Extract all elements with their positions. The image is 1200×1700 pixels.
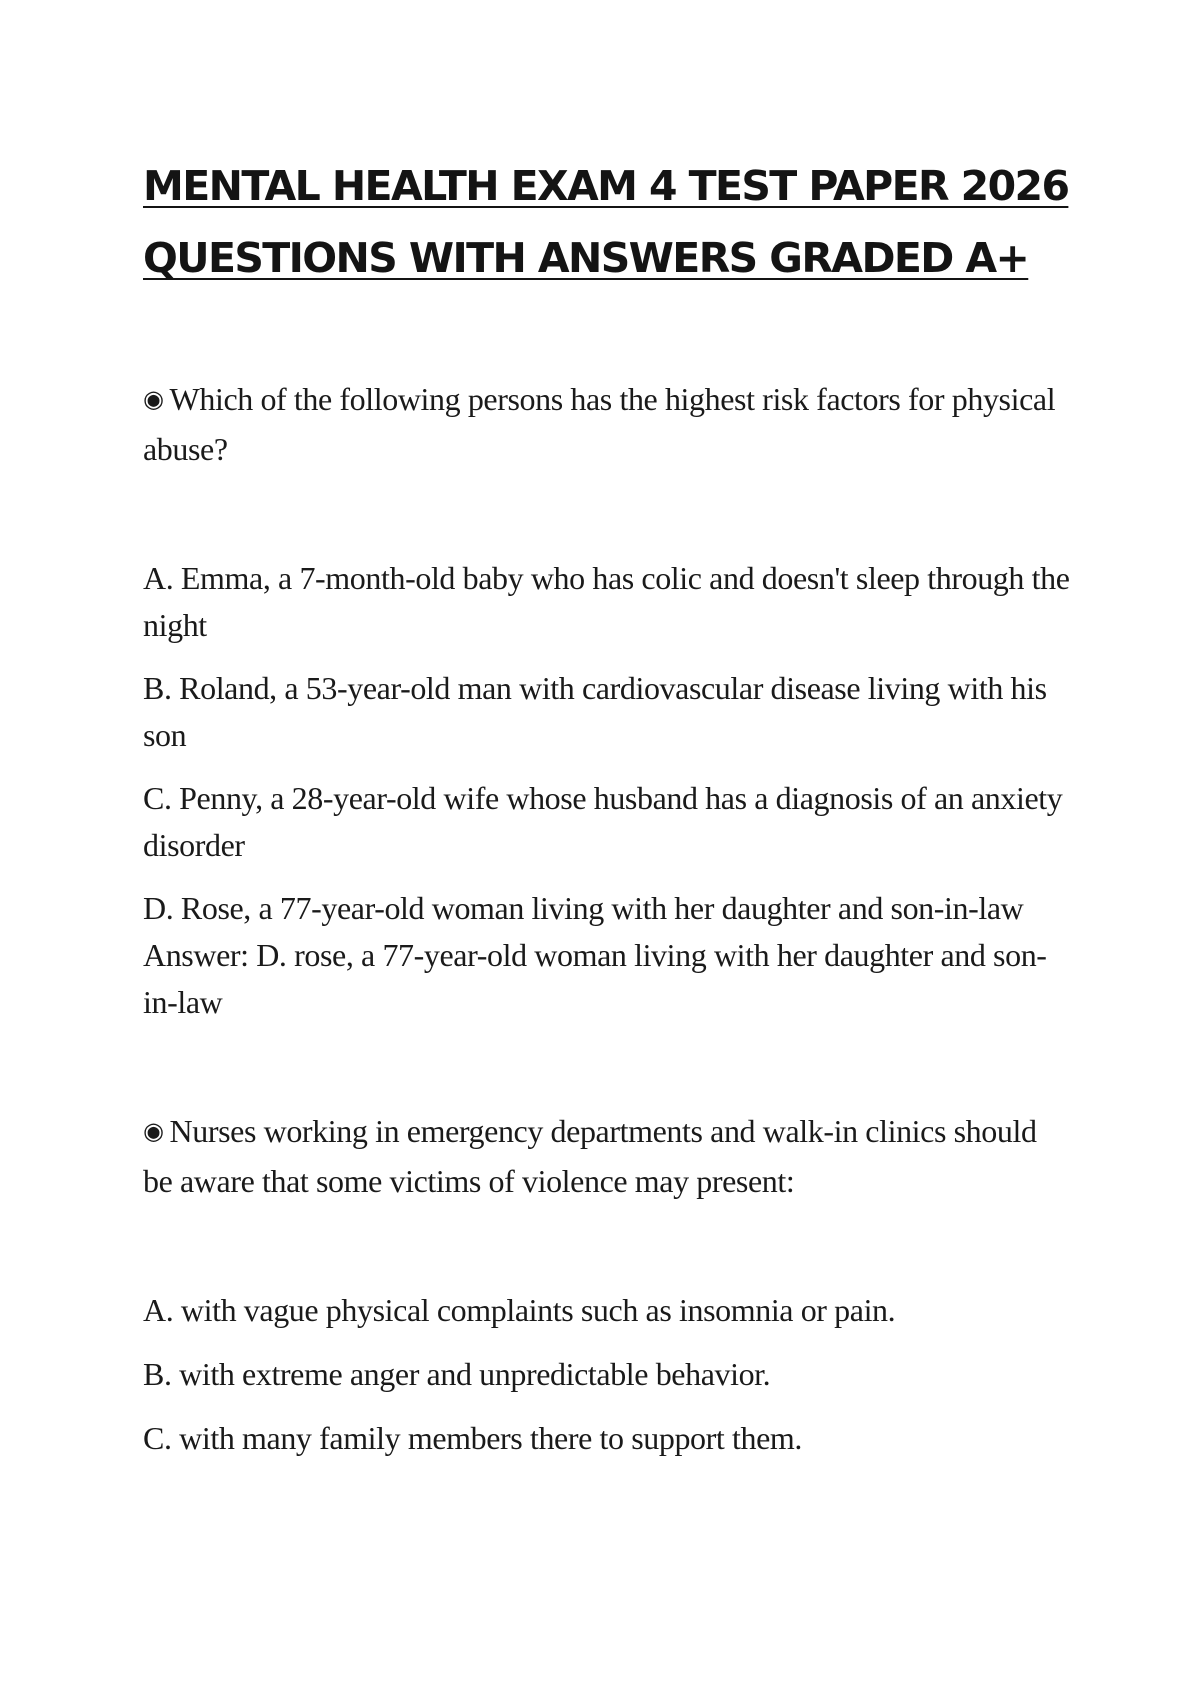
question-1-text: Which of the following persons has the highest risk factors for physical abuse? xyxy=(143,381,1056,467)
document-title xyxy=(143,150,1073,294)
option-b: B. with extreme anger and unpredictable behavior. xyxy=(143,1356,771,1392)
option-d-with-answer: D. Rose, a 77-year-old woman living with her daughter and son-in-law Answer: D. rose, a 77-year-old woman living with her daughter and son-in-law xyxy=(143,890,1047,1020)
radio-bullet-icon: ◉ xyxy=(143,385,164,413)
document-page xyxy=(143,150,1073,1479)
option-c: C. Penny, a 28-year-old wife whose husband has a diagnosis of an anxiety disorder xyxy=(143,780,1063,863)
question-1-options xyxy=(143,555,1073,1026)
question-2 xyxy=(143,1108,1073,1205)
option-c: C. with many family members there to support them. xyxy=(143,1420,802,1456)
title-line-1: MENTAL HEALTH EXAM 4 TEST PAPER 2026 xyxy=(143,162,1069,210)
title-line-2: QUESTIONS WITH ANSWERS GRADED A+ xyxy=(143,234,1029,282)
option-a: A. with vague physical complaints such as insomnia or pain. xyxy=(143,1292,896,1328)
question-1 xyxy=(143,376,1073,473)
question-2-options xyxy=(143,1287,1073,1462)
question-2-text: Nurses working in emergency departments and walk-in clinics should be aware that some victims of violence may present: xyxy=(143,1113,1037,1199)
option-b: B. Roland, a 53-year-old man with cardiovascular disease living with his son xyxy=(143,670,1047,753)
radio-bullet-icon: ◉ xyxy=(143,1117,164,1145)
option-a: A. Emma, a 7-month-old baby who has colic and doesn't sleep through the night xyxy=(143,560,1070,643)
